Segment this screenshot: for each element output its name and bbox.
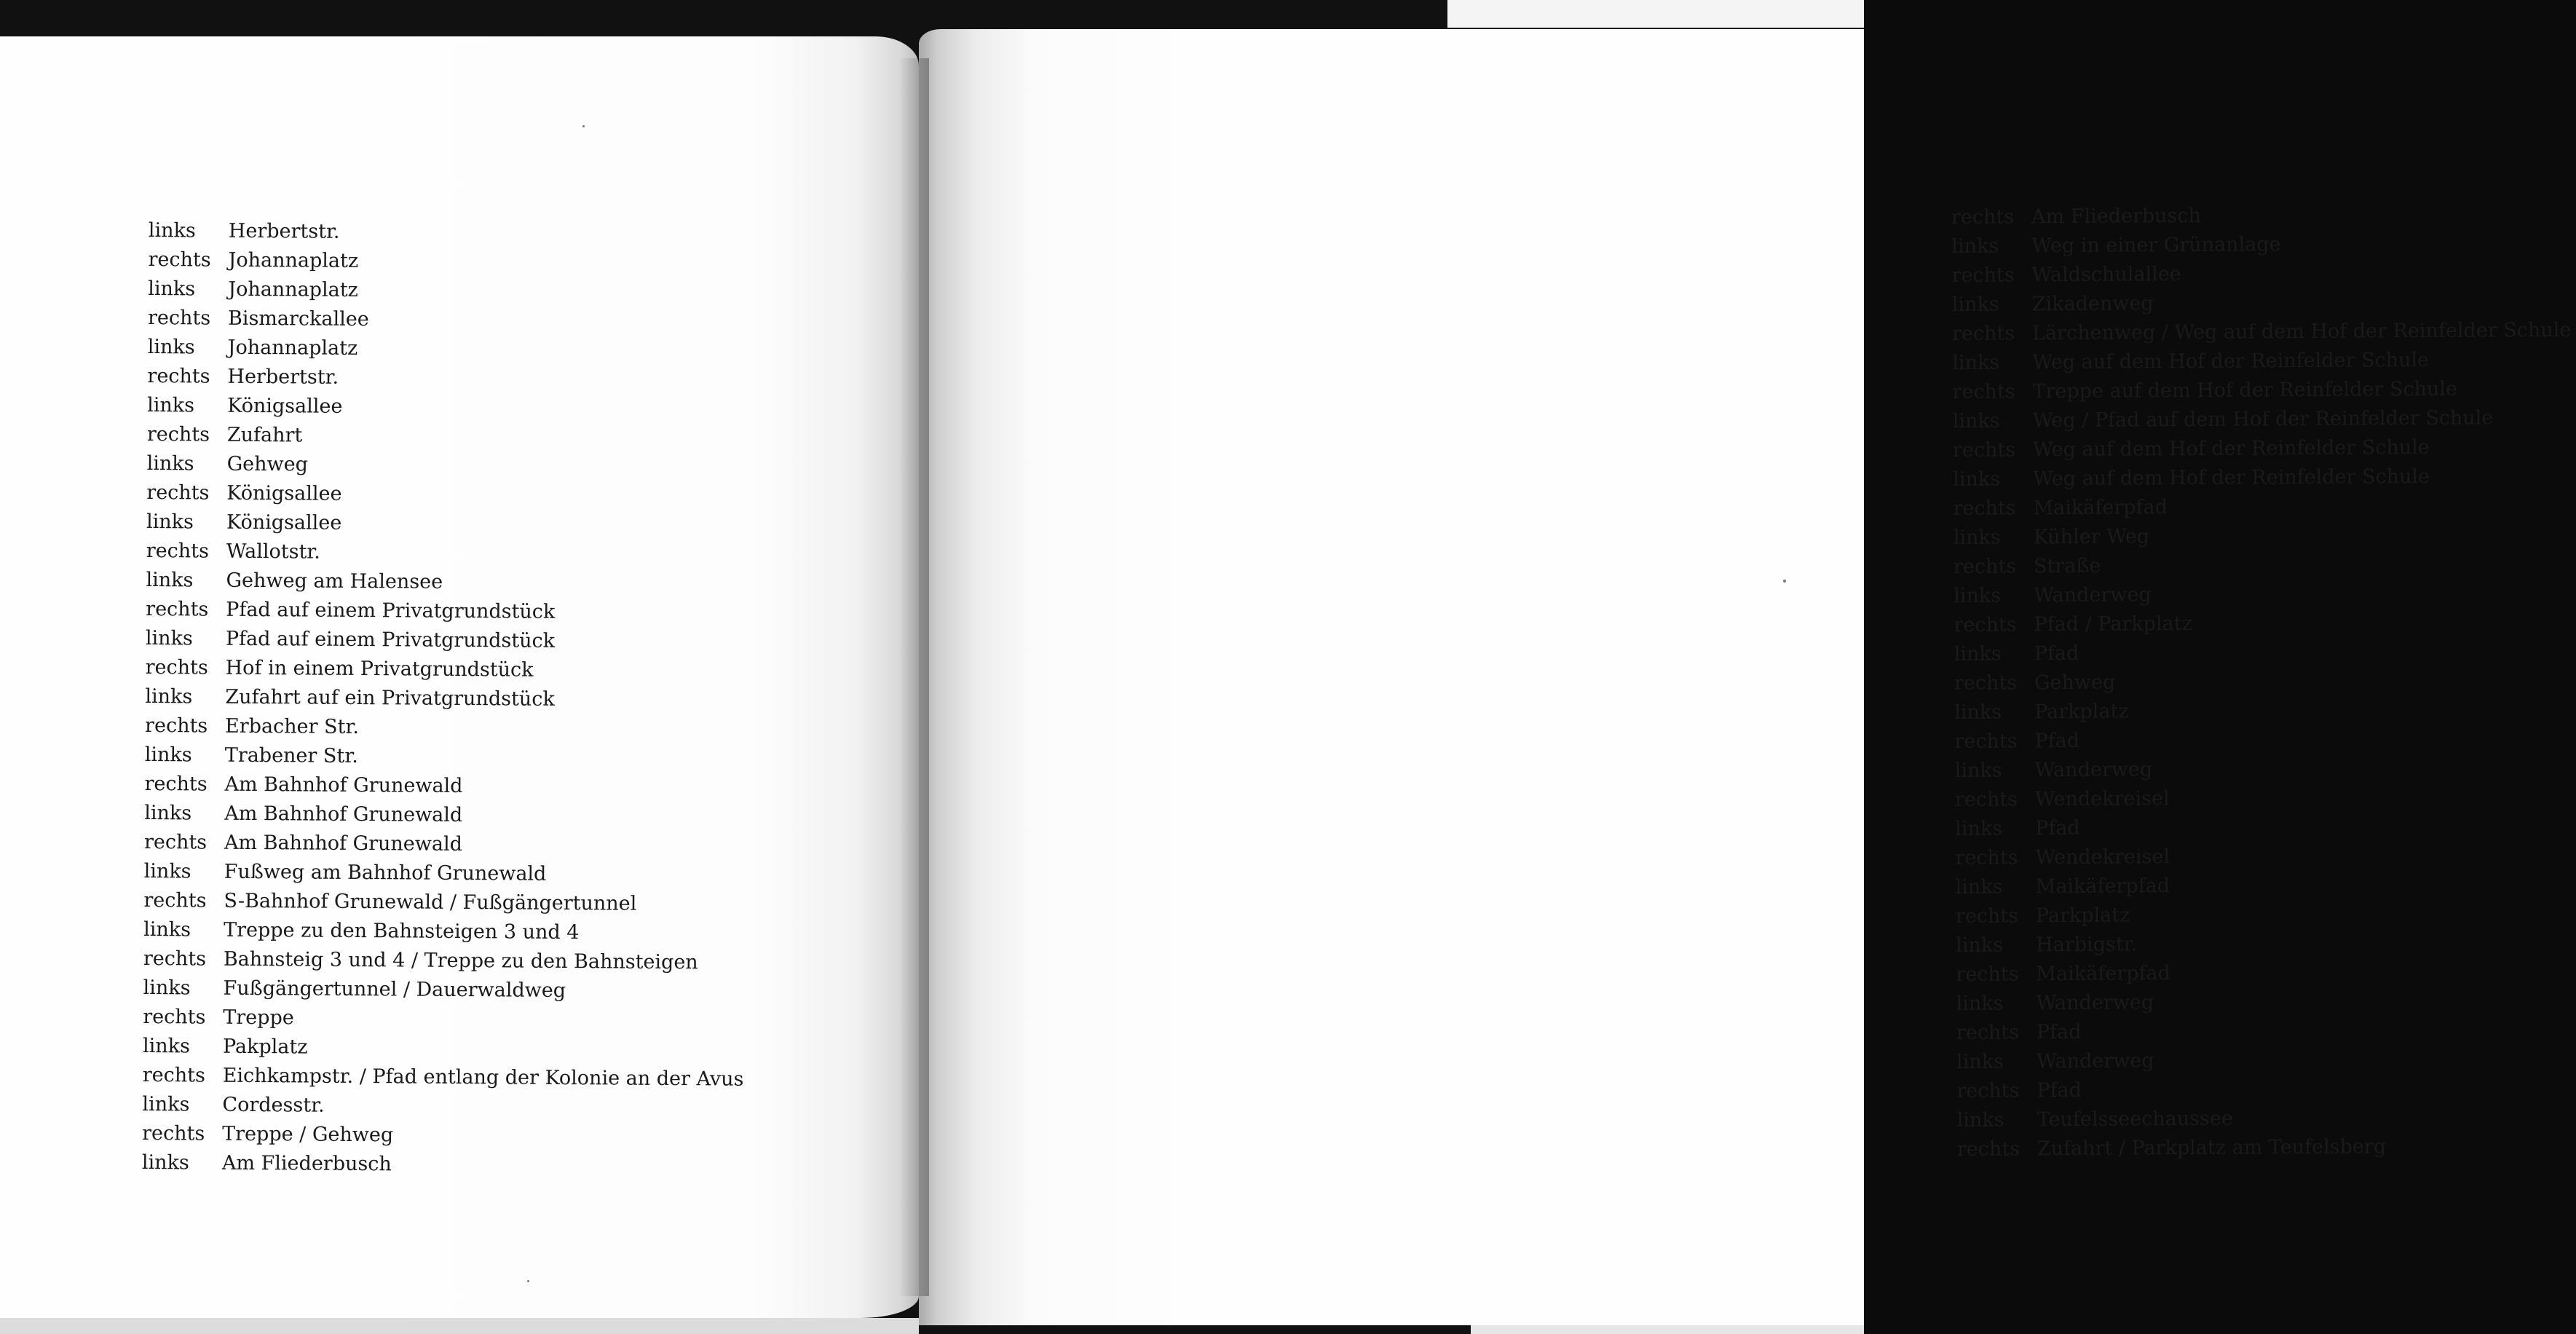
place-label: Pfad	[2034, 642, 2079, 666]
place-label: Bismarckallee	[227, 307, 369, 331]
list-item	[148, 304, 749, 337]
direction-label: links	[146, 568, 194, 592]
place-label: Wanderweg	[2034, 583, 2152, 607]
place-label: Teufelsseechaussee	[2036, 1107, 2234, 1132]
list-item	[1953, 578, 2572, 611]
direction-label: links	[143, 917, 191, 942]
place-label: Pfad	[2036, 1078, 2082, 1102]
list-item	[146, 595, 747, 628]
direction-label: links	[142, 1034, 191, 1058]
list-item	[148, 245, 749, 279]
list-item	[1956, 1073, 2575, 1106]
place-label: Am Fliederbusch	[221, 1151, 392, 1176]
list-item	[147, 391, 748, 425]
direction-label: rechts	[1952, 322, 2015, 345]
direction-label: rechts	[1956, 1079, 2020, 1102]
list-item	[145, 682, 746, 716]
place-label: Lärchenweg / Weg auf dem Hof der Reinfelder Schule	[2031, 318, 2572, 345]
place-label: Zufahrt / Parkplatz am Teufelsberg	[2036, 1135, 2387, 1161]
place-label: Eichkampstr. / Pfad entlang der Kolonie an der Avus	[222, 1064, 744, 1091]
direction-label: rechts	[144, 772, 208, 796]
direction-label: rechts	[1951, 264, 2015, 287]
list-item	[143, 1003, 744, 1036]
list-item	[142, 1090, 743, 1124]
list-item	[145, 741, 746, 774]
list-item	[1953, 520, 2572, 553]
direction-label: links	[145, 684, 193, 709]
place-label: Treppe / Gehweg	[222, 1122, 394, 1147]
scanner-edge-bottom-left	[0, 1318, 919, 1334]
list-item	[1956, 1015, 2575, 1048]
list-item	[149, 216, 750, 250]
list-item	[144, 857, 746, 891]
direction-label: links	[146, 451, 194, 475]
scan-speck	[527, 1280, 529, 1282]
direction-label: rechts	[1951, 205, 2015, 229]
list-item	[1957, 1102, 2576, 1135]
direction-label: links	[143, 976, 191, 1000]
place-label: Weg in einer Grünanlage	[2031, 233, 2281, 258]
list-item	[143, 974, 744, 1007]
place-label: Pfad auf einem Privatgrundstück	[226, 598, 556, 623]
place-label: Pfad auf einem Privatgrundstück	[225, 627, 556, 652]
direction-label: links	[1956, 934, 2004, 957]
list-item	[1956, 986, 2575, 1019]
direction-label: rechts	[142, 1063, 205, 1087]
direction-label: rechts	[1956, 1021, 2020, 1044]
list-item	[147, 420, 748, 454]
book-gutter-shadow	[897, 58, 929, 1296]
list-item	[148, 333, 749, 366]
place-label: Pakplatz	[222, 1035, 308, 1059]
place-label: Pfad / Parkplatz	[2034, 612, 2192, 636]
place-label: Gehweg	[226, 452, 309, 476]
list-item	[143, 915, 745, 949]
place-label: Wallotstr.	[226, 540, 321, 564]
direction-label: links	[144, 801, 192, 825]
list-item	[1953, 549, 2572, 582]
place-label: Königsallee	[226, 510, 342, 534]
place-label: Harbigstr.	[2036, 933, 2138, 957]
list-item	[143, 886, 745, 920]
list-item	[1955, 840, 2574, 873]
list-item	[1952, 316, 2571, 349]
place-label: Fußgängertunnel / Dauerwaldweg	[223, 976, 566, 1003]
list-item	[1955, 811, 2574, 844]
list-item	[1954, 695, 2573, 727]
list-item	[146, 449, 748, 483]
list-item	[143, 1061, 744, 1094]
place-label: Wanderweg	[2036, 991, 2154, 1015]
list-item	[1951, 229, 2570, 261]
place-label: Johannaplatz	[228, 277, 358, 302]
place-label: Am Bahnhof Grunewald	[224, 802, 463, 827]
direction-label: links	[1952, 351, 2000, 374]
place-label: Herbertstr.	[228, 219, 340, 243]
direction-label: rechts	[1955, 846, 2018, 869]
list-item	[1957, 1132, 2576, 1164]
list-item	[1956, 899, 2575, 931]
place-label: Trabener Str.	[224, 743, 358, 768]
direction-label: rechts	[1953, 671, 2018, 695]
list-item	[146, 566, 747, 599]
list-item	[144, 770, 746, 803]
direction-label: links	[1953, 584, 2002, 607]
scan-speck	[582, 125, 585, 127]
place-label: Pfad	[2036, 1020, 2082, 1044]
list-item	[1953, 491, 2572, 524]
list-item	[1954, 724, 2573, 757]
list-item	[148, 275, 749, 308]
place-label: Weg auf dem Hof der Reinfelder Schule	[2032, 348, 2430, 374]
right-page	[919, 29, 2572, 1325]
direction-label: links	[1954, 700, 2002, 724]
direction-label: rechts	[143, 830, 208, 854]
direction-label: rechts	[1954, 788, 2018, 811]
scan-speck	[1783, 580, 1786, 583]
place-label: Treppe auf dem Hof der Reinfelder Schule	[2032, 377, 2458, 403]
list-item	[1956, 1044, 2575, 1077]
list-item	[146, 537, 748, 570]
place-label: Wendekreisel	[2035, 845, 2170, 869]
direction-label: rechts	[1956, 1137, 2020, 1161]
direction-label: links	[145, 626, 193, 650]
direction-label: links	[147, 393, 195, 417]
direction-label: rechts	[1953, 555, 2017, 578]
place-label: Königsallee	[226, 481, 342, 505]
list-item	[143, 1032, 744, 1065]
place-label: Am Bahnhof Grunewald	[224, 773, 463, 798]
direction-label: links	[1953, 526, 2001, 549]
list-item	[1954, 666, 2573, 698]
direction-label: links	[144, 743, 192, 767]
place-label: Am Bahnhof Grunewald	[224, 831, 463, 856]
list-item	[1954, 636, 2573, 669]
list-item	[146, 508, 748, 541]
list-item	[146, 653, 747, 687]
direction-label: rechts	[143, 947, 207, 971]
place-label: Treppe	[223, 1006, 294, 1030]
place-label: Maikäferpfad	[2033, 496, 2168, 520]
place-label: Königsallee	[227, 394, 343, 418]
place-label: Treppe zu den Bahnsteigen 3 und 4	[224, 918, 580, 944]
left-page	[0, 36, 919, 1318]
place-label: Parkplatz	[2034, 700, 2129, 724]
list-item	[1952, 374, 2571, 407]
place-label: S-Bahnhof Grunewald / Fußgängertunnel	[224, 889, 637, 915]
list-item	[1953, 403, 2572, 436]
list-item	[142, 1148, 743, 1182]
place-label: Weg / Pfad auf dem Hof der Reinfelder Schule	[2032, 406, 2494, 433]
list-item	[147, 362, 748, 395]
place-label: Parkplatz	[2035, 904, 2130, 928]
list-item	[143, 944, 745, 978]
list-item	[145, 711, 746, 745]
direction-label: links	[1956, 1108, 2004, 1132]
list-item	[1952, 287, 2571, 320]
direction-label: rechts	[146, 539, 210, 563]
direction-label: rechts	[148, 248, 211, 272]
direction-label: links	[1953, 467, 2001, 491]
place-label: Fußweg am Bahnhof Grunewald	[224, 860, 547, 885]
direction-label: links	[1953, 642, 2002, 666]
direction-label: links	[143, 859, 191, 883]
list-item	[1951, 200, 2570, 232]
place-label: Maikäferpfad	[2036, 962, 2170, 986]
list-item	[144, 828, 746, 861]
direction-label: rechts	[1955, 904, 2019, 928]
place-label: Bahnsteig 3 und 4 / Treppe zu den Bahnsteigen	[223, 947, 698, 974]
direction-label: links	[148, 218, 196, 242]
direction-label: rechts	[147, 306, 211, 330]
direction-label: rechts	[143, 1005, 206, 1029]
direction-label: links	[1956, 992, 2004, 1015]
place-label: Zufahrt auf ein Privatgrundstück	[225, 685, 555, 711]
direction-label: rechts	[1952, 380, 2015, 403]
direction-label: rechts	[143, 888, 207, 912]
list-item	[1953, 433, 2572, 465]
place-label: Johannaplatz	[227, 336, 358, 360]
direction-label: rechts	[1954, 730, 2018, 753]
direction-label: rechts	[146, 422, 210, 446]
direction-label: rechts	[1952, 438, 2016, 462]
direction-label: links	[1955, 817, 2003, 840]
list-item	[1955, 782, 2574, 815]
place-label: Waldschulallee	[2031, 263, 2181, 287]
list-item	[1953, 607, 2572, 640]
list-item	[1956, 869, 2575, 902]
direction-label: links	[1952, 409, 2000, 433]
direction-label: rechts	[1956, 963, 2019, 986]
place-label: Zufahrt	[226, 423, 303, 447]
list-item	[144, 799, 746, 832]
list-item	[146, 478, 748, 512]
list-item	[1952, 345, 2571, 378]
list-item	[1956, 957, 2575, 990]
direction-label: links	[142, 1092, 190, 1116]
place-label: Wanderweg	[2034, 758, 2153, 782]
direction-label: links	[141, 1151, 189, 1175]
list-item	[1953, 462, 2572, 494]
place-label: Hof in einem Privatgrundstück	[225, 656, 534, 682]
left-entry-list	[142, 216, 750, 1182]
place-label: Am Fliederbusch	[2031, 204, 2202, 229]
place-label: Johannaplatz	[228, 248, 359, 273]
place-label: Cordesstr.	[222, 1093, 325, 1117]
list-item	[1955, 753, 2574, 786]
direction-label: rechts	[1953, 497, 2016, 520]
right-entry-list	[1951, 200, 2576, 1164]
direction-label: rechts	[142, 1121, 205, 1145]
direction-label: rechts	[146, 597, 209, 621]
place-label: Weg auf dem Hof der Reinfelder Schule	[2032, 435, 2430, 462]
direction-label: links	[1951, 293, 1999, 316]
place-label: Pfad	[2035, 816, 2080, 840]
place-label: Pfad	[2034, 729, 2080, 753]
place-label: Gehweg	[2034, 671, 2116, 695]
list-item	[142, 1119, 743, 1153]
place-label: Wanderweg	[2036, 1049, 2154, 1073]
place-label: Maikäferpfad	[2035, 875, 2170, 899]
place-label: Wendekreisel	[2034, 787, 2170, 811]
place-label: Weg auf dem Hof der Reinfelder Schule	[2033, 465, 2430, 491]
place-label: Straße	[2033, 554, 2101, 578]
list-item	[146, 624, 747, 658]
place-label: Kühler Weg	[2033, 525, 2150, 549]
direction-label: links	[146, 510, 194, 534]
direction-label: links	[147, 335, 195, 359]
place-label: Erbacher Str.	[225, 714, 360, 739]
place-label: Gehweg am Halensee	[226, 569, 443, 593]
direction-label: rechts	[147, 364, 210, 388]
list-item	[1951, 258, 2570, 291]
direction-label: rechts	[145, 714, 208, 738]
direction-label: links	[1955, 875, 2003, 899]
direction-label: rechts	[145, 655, 208, 679]
scanner-edge-top	[1447, 0, 1864, 28]
direction-label: links	[1951, 234, 1999, 258]
direction-label: rechts	[146, 481, 210, 505]
place-label: Herbertstr.	[227, 365, 339, 389]
direction-label: links	[1954, 759, 2002, 782]
direction-label: rechts	[1953, 613, 2017, 636]
direction-label: links	[1956, 1050, 2004, 1073]
place-label: Zikadenweg	[2031, 292, 2154, 316]
direction-label: links	[148, 277, 196, 301]
list-item	[1956, 928, 2575, 960]
